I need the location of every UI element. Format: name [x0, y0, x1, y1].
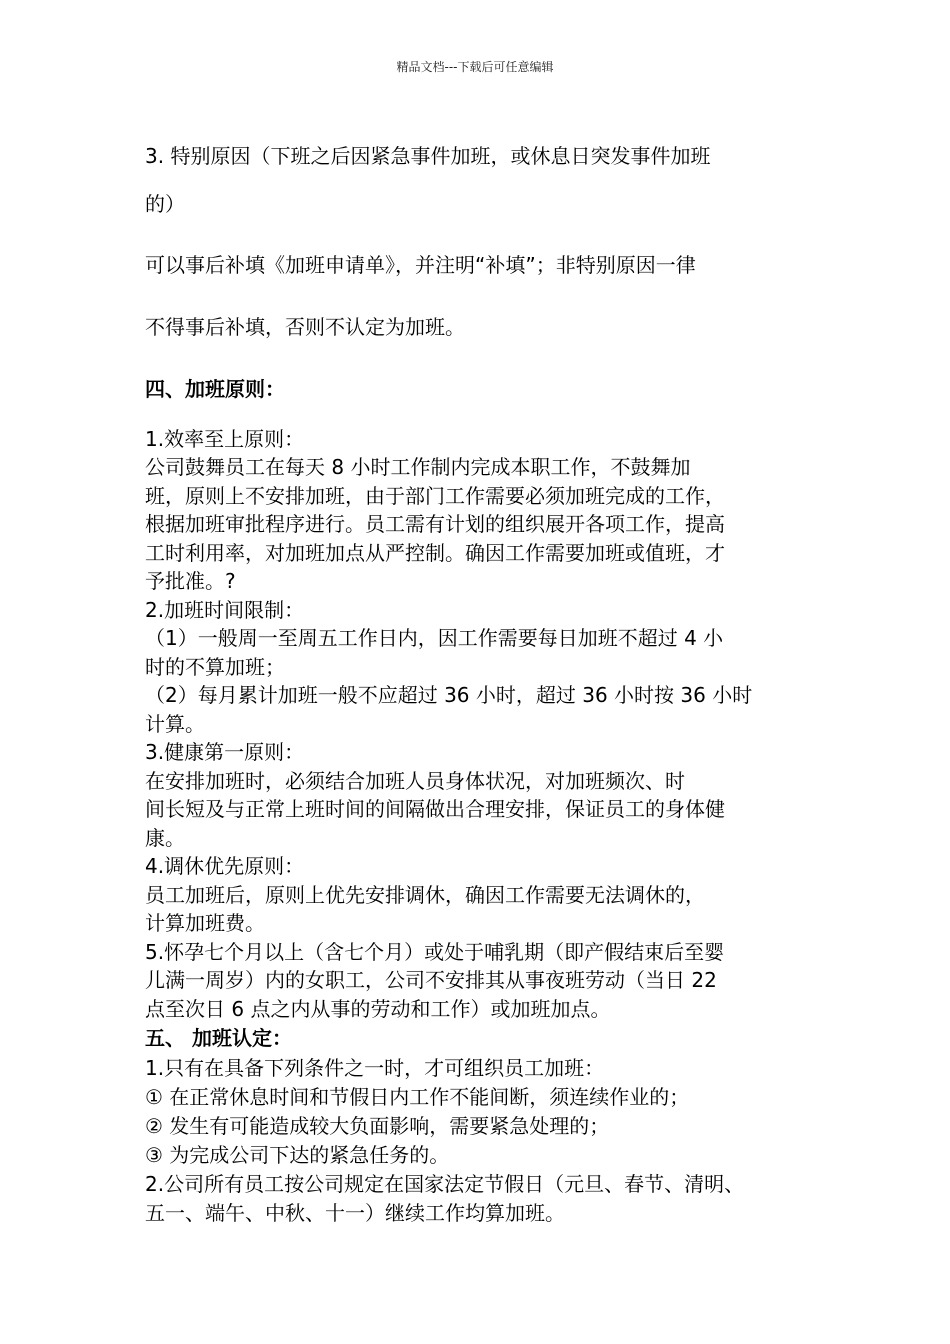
body-line: 班，原则上不安排加班，由于部门工作需要必须加班完成的工作， — [145, 484, 725, 508]
body-line: 在安排加班时，必须结合加班人员身体状况，对加班频次、时 — [145, 769, 685, 793]
body-line: 予批准。? — [145, 569, 236, 593]
body-line: 4.调休优先原则： — [145, 854, 305, 878]
list-item: ③ 为完成公司下达的紧急任务的。 — [145, 1143, 450, 1167]
section-heading-4: 四、加班原则： — [145, 377, 285, 401]
body-line: 3.健康第一原则： — [145, 740, 305, 764]
body-line: 时的不算加班； — [145, 655, 285, 679]
body-line: 计算加班费。 — [145, 911, 265, 935]
list-item: ② 发生有可能造成较大负面影响，需要紧急处理的； — [145, 1114, 610, 1138]
body-line: 2.加班时间限制： — [145, 598, 305, 622]
body-line: 公司鼓舞员工在每天 8 小时工作制内完成本职工作，不鼓舞加 — [145, 455, 691, 479]
paragraph-line: 可以事后补填《加班申请单》，并注明“补填”；非特别原因一律 — [145, 253, 696, 277]
page-header: 精品文档---下载后可任意编辑 — [396, 60, 554, 74]
body-line: （1）一般周一至周五工作日内，因工作需要每日加班不超过 4 小 — [145, 626, 724, 650]
body-line: 员工加班后，原则上优先安排调休，确因工作需要无法调休的， — [145, 883, 705, 907]
body-line: 康。 — [145, 826, 185, 850]
body-line: 点至次日 6 点之内从事的劳动和工作）或加班加点。 — [145, 997, 611, 1021]
body-line: 计算。 — [145, 712, 205, 736]
body-line: 间长短及与正常上班时间的间隔做出合理安排，保证员工的身体健 — [145, 797, 725, 821]
paragraph-line: 3. 特别原因（下班之后因紧急事件加班，或休息日突发事件加班 — [145, 144, 711, 168]
body-line: 工时利用率，对加班加点从严控制。确因工作需要加班或值班，才 — [145, 541, 725, 565]
body-line: 1.只有在具备下列条件之一时，才可组织员工加班： — [145, 1056, 605, 1080]
body-line: 五一、端午、中秋、十一）继续工作均算加班。 — [145, 1201, 565, 1225]
body-line: 儿满一周岁）内的女职工，公司不安排其从事夜班劳动（当日 22 — [145, 968, 717, 992]
section-heading-5: 五、 加班认定： — [145, 1026, 292, 1050]
list-item: ① 在正常休息时间和节假日内工作不能间断，须连续作业的； — [145, 1085, 690, 1109]
body-line: （2）每月累计加班一般不应超过 36 小时，超过 36 小时按 36 小时 — [145, 683, 753, 707]
body-line: 1.效率至上原则： — [145, 427, 305, 451]
body-line: 根据加班审批程序进行。员工需有计划的组织展开各项工作，提高 — [145, 512, 725, 536]
body-line: 5.怀孕七个月以上（含七个月）或处于哺乳期（即产假结束后至婴 — [145, 940, 725, 964]
paragraph-line: 的） — [145, 192, 185, 216]
paragraph-line: 不得事后补填，否则不认定为加班。 — [145, 315, 465, 339]
body-line: 2.公司所有员工按公司规定在国家法定节假日（元旦、春节、清明、 — [145, 1172, 745, 1196]
